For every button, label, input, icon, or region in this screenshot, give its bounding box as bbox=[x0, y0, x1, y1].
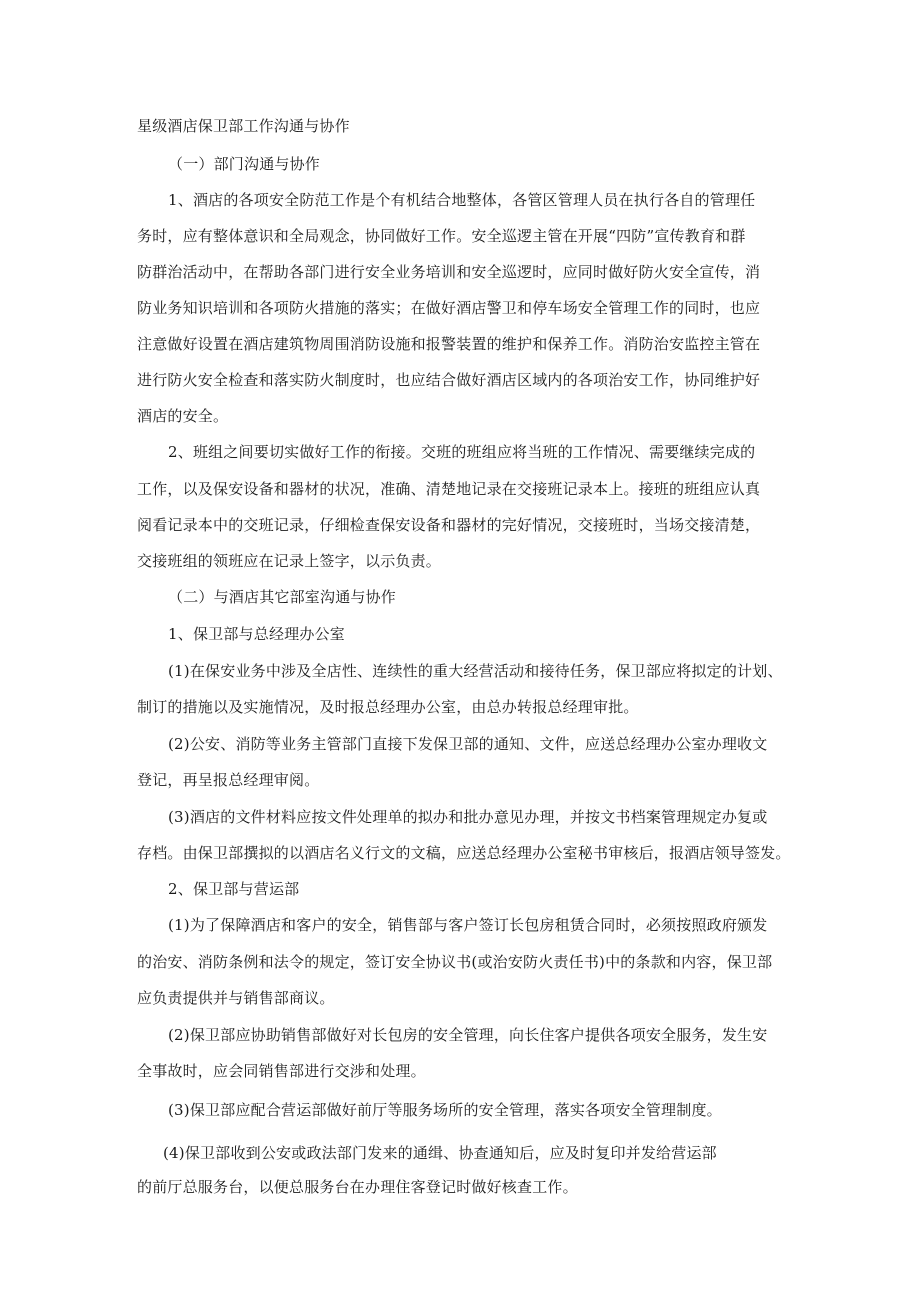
paragraph-line: (3)酒店的文件材料应按文件处理单的拟办和批办意见办理，并按文书档案管理规定办复或 bbox=[168, 808, 768, 826]
paragraph-line: 阅看记录本中的交班记录，仔细检查保安设备和器材的完好情况，交接班时，当场交接清楚， bbox=[137, 516, 761, 534]
paragraph-line: 登记，再呈报总经理审阅。 bbox=[137, 771, 320, 789]
paragraph-line: 2、班组之间要切实做好工作的衔接。交班的班组应将当班的工作情况、需要继续完成的 bbox=[168, 443, 756, 461]
paragraph-line: 存档。由保卫部撰拟的以酒店名义行文的文稿，应送总经理办公室秘书审核后，报酒店领导签发。 bbox=[137, 844, 791, 862]
paragraph-line: 交接班组的领班应在记录上签字，以示负责。 bbox=[137, 552, 442, 570]
paragraph-line: 防群治活动中，在帮助各部门进行安全业务培训和安全巡逻时，应同时做好防火安全宣传，消 bbox=[137, 263, 761, 281]
paragraph-line: 务时，应有整体意识和全局观念，协同做好工作。安全巡逻主管在开展“四防”宣传教育和群 bbox=[137, 227, 746, 245]
paragraph-line: 防业务知识培训和各项防火措施的落实；在做好酒店警卫和停车场安全管理工作的同时，也应 bbox=[137, 299, 761, 317]
paragraph-line: 应负责提供并与销售部商议。 bbox=[137, 989, 335, 1007]
paragraph-line: (2)公安、消防等业务主管部门直接下发保卫部的通知、文件，应送总经理办公室办理收文 bbox=[168, 735, 768, 753]
paragraph-line: 工作，以及保安设备和器材的状况，准确、清楚地记录在交接班记录本上。接班的班组应认真 bbox=[137, 480, 761, 498]
paragraph-line: (3)保卫部应配合营运部做好前厅等服务场所的安全管理，落实各项安全管理制度。 bbox=[168, 1101, 722, 1119]
paragraph-line: (2)保卫部应协助销售部做好对长包房的安全管理，向长住客户提供各项安全服务，发生安 bbox=[168, 1026, 768, 1044]
paragraph-line: 注意做好设置在酒店建筑物周围消防设施和报警装置的维护和保养工作。消防治安监控主管在 bbox=[137, 335, 761, 353]
paragraph-line: (1)在保安业务中涉及全店性、连续性的重大经营活动和接待任务，保卫部应将拟定的计划、 bbox=[168, 662, 783, 680]
subsection-heading: 1、保卫部与总经理办公室 bbox=[168, 625, 345, 643]
section-heading: （二）与酒店其它部室沟通与协作 bbox=[168, 588, 397, 606]
section-heading: （一）部门沟通与协作 bbox=[168, 155, 321, 173]
paragraph-line: 1、酒店的各项安全防范工作是个有机结合地整体，各管区管理人员在执行各自的管理任 bbox=[168, 191, 756, 209]
document-title: 星级酒店保卫部工作沟通与协作 bbox=[137, 117, 350, 135]
paragraph-line: 的治安、消防条例和法令的规定，签订安全协议书(或治安防火责任书)中的条款和内容，保卫部 bbox=[137, 953, 773, 971]
paragraph-line: 进行防火安全检查和落实防火制度时，也应结合做好酒店区域内的各项治安工作，协同维护好 bbox=[137, 371, 761, 389]
paragraph-line: 酒店的安全。 bbox=[137, 407, 229, 425]
paragraph-line: 的前厅总服务台，以便总服务台在办理住客登记时做好核查工作。 bbox=[137, 1178, 578, 1196]
paragraph-line: (4)保卫部收到公安或政法部门发来的通缉、协查通知后，应及时复印并发给营运部 bbox=[163, 1144, 717, 1162]
paragraph-line: 制订的措施以及实施情况，及时报总经理办公室，由总办转报总经理审批。 bbox=[137, 698, 639, 716]
paragraph-line: (1)为了保障酒店和客户的安全，销售部与客户签订长包房租赁合同时，必须按照政府颁发 bbox=[168, 916, 768, 934]
subsection-heading: 2、保卫部与营运部 bbox=[168, 880, 300, 898]
paragraph-line: 全事故时，应会同销售部进行交涉和处理。 bbox=[137, 1062, 426, 1080]
